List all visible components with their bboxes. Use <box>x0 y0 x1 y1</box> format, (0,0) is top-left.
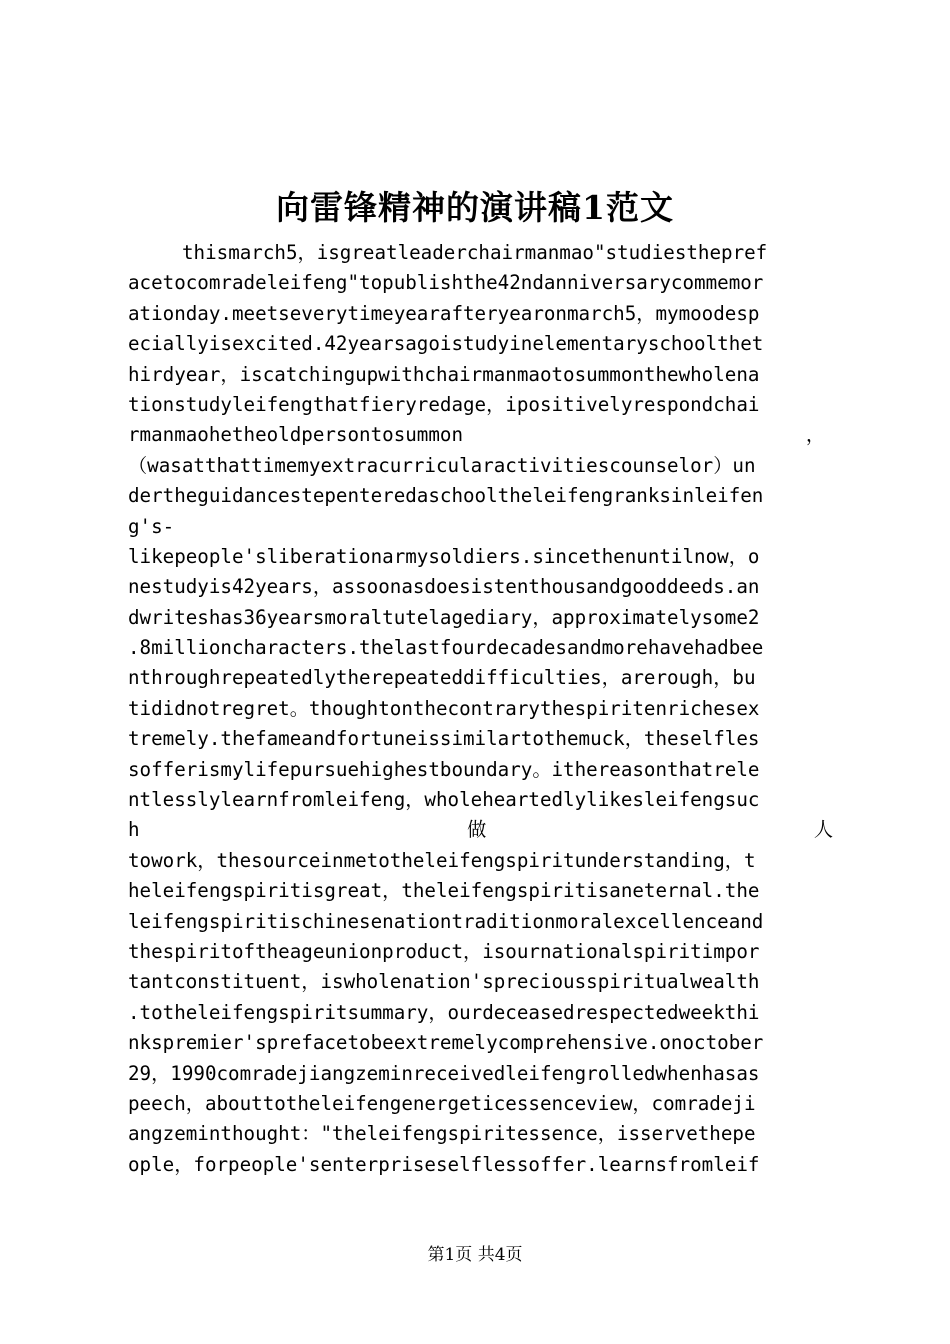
text-line: thismarch5，isgreatleaderchairmanmao"studiesthepref <box>182 241 768 264</box>
text-line: likepeople'sliberationarmysoldiers.sincethenuntilnow，o <box>128 544 760 568</box>
text-line <box>128 420 833 450</box>
text-line: （wasatthattimemyextracurricularactivitiescounselor）un <box>128 453 756 477</box>
text-line: g's- <box>128 514 175 538</box>
text-line: nestudyis42years，assoonasdoesistenthousandgooddeeds.an <box>128 575 760 599</box>
text-line: ople，forpeople'senterpriseselflessoffer.learnsfromleif <box>128 1152 760 1176</box>
text-line: ntlesslylearnfromleifeng，wholeheartedlylikesleifengsuc <box>128 788 760 812</box>
page-footer: 第1页 共4页 <box>427 1245 523 1265</box>
text-segment: h <box>128 818 140 842</box>
text-line: tionstudyleifengthatfieryredage，ipositivelyrespondchai <box>128 392 760 416</box>
text-line: heleifengspiritisgreat，theleifengspiritisaneternal.the <box>128 879 760 903</box>
text-line: dertheguidancestepenteredaschooltheleifengranksinleifen <box>128 484 764 508</box>
text-segment: 人 <box>813 818 833 842</box>
text-line: leifengspiritischinesenationtraditionmoralexcellenceand <box>128 909 764 933</box>
text-line: nthroughrepeatedlytherepeateddifficulties，arerough，bu <box>128 666 756 690</box>
text-line: eciallyisexcited.42yearsagoistudyinelementaryschoolthet <box>128 332 764 356</box>
text-line: angzeminthought："theleifengspiritessence，isservethepe <box>128 1122 756 1146</box>
text-line: dwriteshas36yearsmoraltutelagediary，approximatelysome2 <box>128 605 760 629</box>
text-line: 29，1990comradejiangzeminreceivedleifengrolledwhenhasas <box>128 1061 760 1085</box>
text-line: .totheleifengspiritsummary，ourdeceasedrespectedweekthi <box>128 1000 760 1024</box>
text-line: nkspremier'sprefacetobeextremelycomprehensive.onoctober <box>128 1031 764 1055</box>
text-segment: rmanmaohetheoldpersontosummon <box>128 423 464 447</box>
text-line: hirdyear，iscatchingupwithchairmanmaotosummonthewholena <box>128 362 760 386</box>
text-line: tremely.thefameandfortuneissimilartothemuck，theselfles <box>128 727 760 751</box>
text-line: towork，thesourceinmetotheleifengspiritunderstanding，t <box>128 848 756 872</box>
text-line: ationday.meetseverytimeyearafteryearonmarch5，mymoodesp <box>128 301 760 325</box>
document-body <box>128 238 833 1183</box>
text-line: .8millioncharacters.thelastfourdecadesandmorehavehadbee <box>128 636 764 660</box>
text-segment: 做 <box>467 818 487 842</box>
text-line: acetocomradeleifeng"topublishthe42ndanniversarycommemor <box>128 271 764 295</box>
text-line <box>128 815 833 845</box>
text-line: sofferismylifepursuehighestboundary。ithereasonthatrele <box>128 757 760 781</box>
text-line: tididnotregret。thoughtonthecontrarythespiritenrichesex <box>128 696 760 720</box>
text-line: tantconstituent，iswholenation'spreciousspiritualwealth <box>128 970 760 994</box>
text-line: thespiritoftheageunionproduct，isournationalspiritimpor <box>128 939 760 963</box>
document-title: 向雷锋精神的演讲稿1范文 <box>276 188 674 227</box>
text-line: peech，abouttotheleifengenergeticessenceview，comradeji <box>128 1091 756 1115</box>
text-segment: ， <box>805 423 825 447</box>
